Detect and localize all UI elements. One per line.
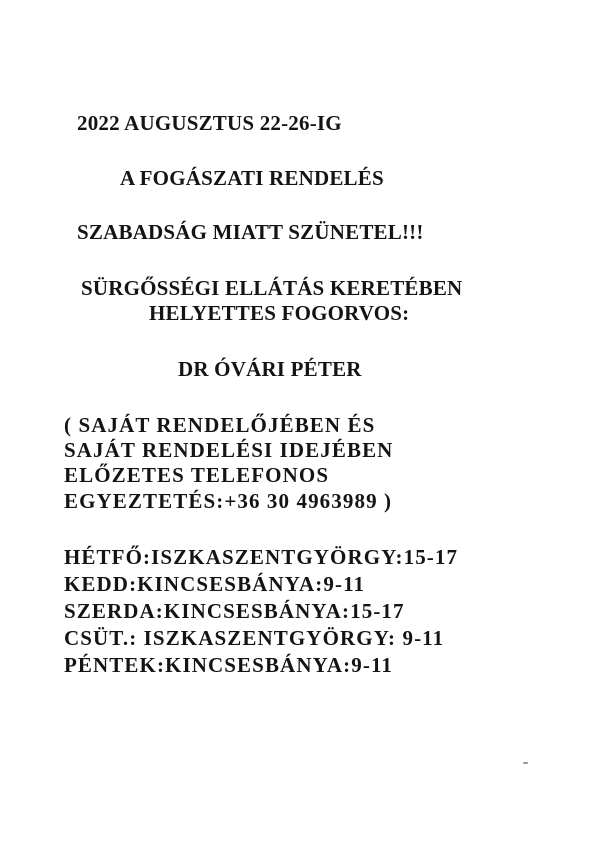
date-range-heading: 2022 AUGUSZTUS 22-26-IG: [77, 111, 342, 135]
schedule-wednesday: SZERDA:KINCSESBÁNYA:15-17: [64, 599, 405, 623]
details-line-3: ELŐZETES TELEFONOS: [64, 463, 330, 487]
emergency-care-line-2: HELYETTES FOGORVOS:: [149, 301, 410, 325]
schedule-friday: PÉNTEK:KINCSESBÁNYA:9-11: [64, 653, 394, 677]
substitute-doctor-name: DR ÓVÁRI PÉTER: [178, 357, 362, 381]
closure-headline-line-2: SZABADSÁG MIATT SZÜNETEL!!!: [77, 220, 424, 244]
schedule-monday: HÉTFŐ:ISZKASZENTGYÖRGY:15-17: [64, 545, 459, 569]
details-line-2: SAJÁT RENDELÉSI IDEJÉBEN: [64, 438, 394, 462]
details-phone-line: EGYEZTETÉS:+36 30 4963989 ): [64, 489, 393, 513]
closure-headline-line-1: A FOGÁSZATI RENDELÉS: [120, 166, 384, 190]
details-line-1: ( SAJÁT RENDELŐJÉBEN ÉS: [64, 413, 376, 437]
scan-speck: [523, 762, 528, 764]
schedule-thursday: CSÜT.: ISZKASZENTGYÖRGY: 9-11: [64, 626, 445, 650]
schedule-tuesday: KEDD:KINCSESBÁNYA:9-11: [64, 572, 366, 596]
emergency-care-line-1: SÜRGŐSSÉGI ELLÁTÁS KERETÉBEN: [81, 276, 463, 300]
